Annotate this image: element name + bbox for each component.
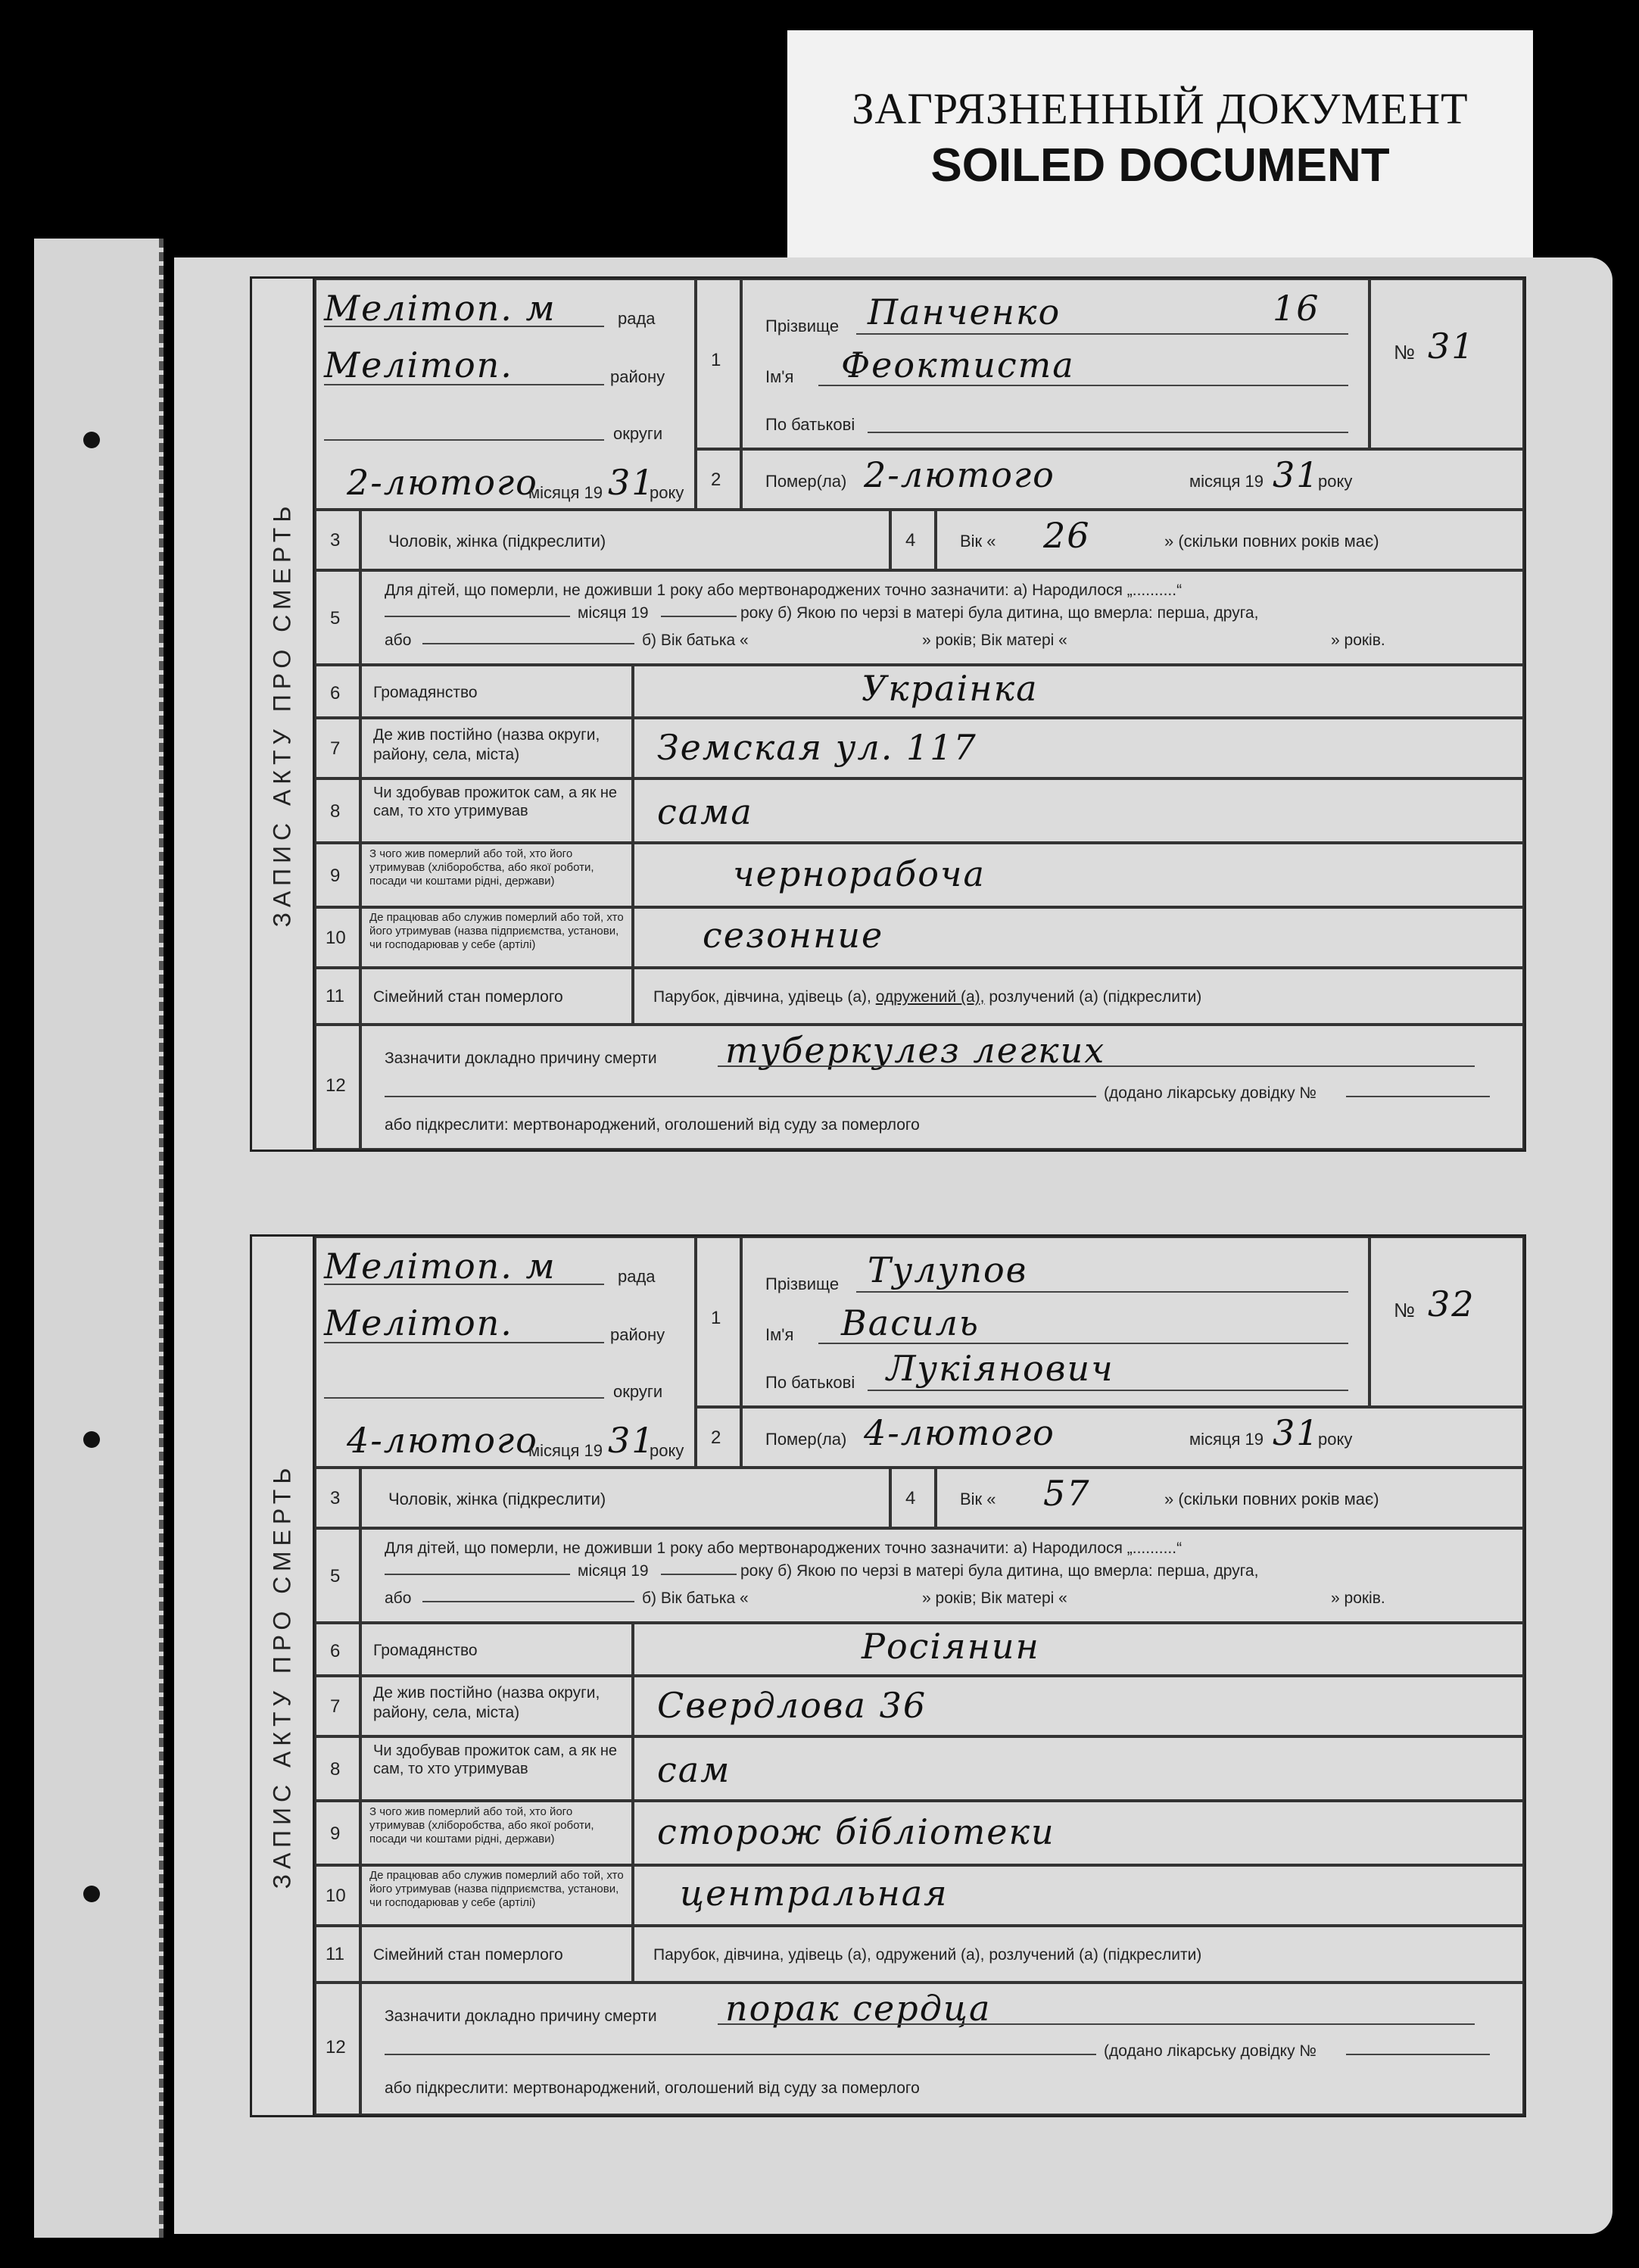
death-record-2: ЗАПИС АКТУ ПРО СМЕРТЬ Мелітоп. м рада Мелітоп. району округи 4-лютого місяця 19 31 року 1 2 Прізвище Тулупов Ім'я Василь По батькові Лукіянович № 32 Помер(ла) 4-лютого місяця 19 31 року 3 Чоловік, жінка (підкреслити) 4 Вік « 57 » (скільки повних років має) 5 Для дітей, що померли, не доживши 1 року або мертвонароджених точно зазначити: а) Народилося „..........“ місяця 19 року б) Якою по черзі в матері була дитина, що вмерла: перша, друга, або б) Вік батька « » років; Вік матері « » років. 6 Громадянство Росіянин 7 Де жив постійно (назва округи, району, села, міста) Свердлова 36 8 Чи здобував прожиток сам, а як не сам, то хто утримував сам 9 З чого жив померлий або той, хто його утримував (хліборобства, або якої роботи, посади чи коштами рідні, держави) сторож бібліотеки 10 Де працював або служив померлий або той, хто його утримував (назва підприємства, установи, чи господарював у себе (артілі) центральная 11 Сімейний стан померлого Парубок, дівчина, удівець (а), одружений (а), розлучений (а) (підкреслити) 12 Зазначити докладно причину смерти порак сердца (додано лікарську довідку № або підкреслити: мертвонароджений, оголошений від суду за померлого [250,1234,1526,2117]
death-date-row: Помер(ла) 2-лютого місяця 19 31 року [741,449,1524,510]
citizenship-value: Украінка [633,665,1524,718]
income-source-value: сторож бібліотеки [633,1801,1524,1865]
punch-hole [83,1431,100,1448]
rada-value: Мелітоп. м [324,1246,556,1287]
livelihood-value: сам [633,1736,1524,1801]
record-number: № 32 [1369,1237,1524,1407]
death-date: 4-лютого [864,1412,1055,1453]
name-block: Прізвище Тулупов Ім'я Василь По батькові Лукіянович [741,1237,1369,1407]
workplace-value: центральная [633,1865,1524,1926]
registration-date: 4-лютого [347,1420,538,1461]
extra-number: 16 [1273,288,1320,329]
livelihood-value: сама [633,778,1524,843]
record-number: № 31 [1369,279,1524,449]
children-field: Для дітей, що померли, не доживши 1 року або мертвонароджених точно зазначити: а) Народилося „..........“ місяця 19 року б) Якою по черзі в матері була дитина, що вмерла: перша, друга, або б) Вік батька « » років; Вік матері « » років. [360,570,1524,665]
age-field: Вік « 26 » (скільки повних років має) [936,510,1524,570]
age-value: 57 [1043,1473,1091,1514]
label-russian: ЗАГРЯЗНЕННЫЙ ДОКУМЕНТ [852,84,1469,133]
surname-value: Панченко [868,292,1061,332]
death-date-row: Помер(ла) 4-лютого місяця 19 31 року [741,1407,1524,1468]
record-side-title: ЗАПИС АКТУ ПРО СМЕРТЬ [252,279,315,1150]
sex-field: Чоловік, жінка (підкреслити) [360,510,890,570]
rada-value: Мелітоп. м [324,288,556,329]
cause-of-death-field: Зазначити докладно причину смерти туберкулез легких (додано лікарську довідку № або підкреслити: мертвонароджений, оголошений від суду за померлого [360,1025,1524,1150]
soiled-document-label [787,30,1533,257]
residence-value: Свердлова 36 [633,1676,1524,1736]
name-block: Прізвище Панченко 16 Ім'я Феоктиста По батькові [741,279,1369,449]
register-page [174,257,1613,2234]
patronymic-value: Лукіянович [886,1348,1114,1389]
age-field: Вік « 57 » (скільки повних років має) [936,1468,1524,1528]
raion-value: Мелітоп. [324,345,513,385]
registration-date: 2-лютого [347,462,538,503]
marital-status-field: Парубок, дівчина, удівець (а), одружений (а), розлучений (а) (підкреслити) [633,968,1524,1025]
registration-block: Мелітоп. м рада Мелітоп. району округи 4-лютого місяця 19 31 року [315,1237,696,1468]
label-english: SOILED DOCUMENT [930,139,1390,192]
residence-value: Земская ул. 117 [633,718,1524,778]
raion-value: Мелітоп. [324,1302,513,1343]
workplace-value: сезонние [633,907,1524,968]
income-source-value: чернорабоча [633,843,1524,907]
name-value: Феоктиста [841,345,1075,385]
citizenship-value: Росіянин [633,1623,1524,1676]
death-record-1: ЗАПИС АКТУ ПРО СМЕРТЬ Мелітоп. м рада Мелітоп. району округи 2-лютого місяця 19 31 року 1 2 Прізвище Панченко 16 Ім'я Феоктиста По батькові № 31 Помер(ла) 2-лютого місяця 19 31 року 3 Чоловік, жінка (підкреслити) 4 Вік « 26 » (скільки повних років має) 5 Для дітей, що померли, не доживши 1 року або мертвонароджених точно зазначити: а) Народилося „..........“ місяця 19 року б) Якою по черзі в матері була дитина, що вмерла: перша, друга, або б) Вік батька « » років; Вік матері « » років. 6 Громадянство Украінка 7 Де жив постійно (назва округи, району, села, міста) Земская ул. 117 8 Чи здобував прожиток сам, а як не сам, то хто утримував сама 9 З чого жив померлий або той, хто його утримував (хліборобства, або якої роботи, посади чи коштами рідні, держави) чернорабоча 10 Де працював або служив померлий або той, хто його утримував (назва підприємства, установи, чи господарював у себе (артілі) сезонние 11 Сімейний стан померлого Парубок, дівчина, удівець (а), одружений (а), розлучений (а) (підкреслити) 12 Зазначити докладно причину смерти туберкулез легких (додано лікарську довідку № або підкреслити: мертвонароджений, оголошений від суду за померлого [250,276,1526,1152]
children-field: Для дітей, що померли, не доживши 1 року або мертвонароджених точно зазначити: а) Народилося „..........“ місяця 19 року б) Якою по черзі в матері була дитина, що вмерла: перша, друга, або б) Вік батька « » років; Вік матері « » років. [360,1528,1524,1623]
age-value: 26 [1043,515,1091,556]
binding-spine [34,239,164,2238]
cause-value: туберкулез легких [725,1030,1106,1071]
punch-hole [83,1886,100,1902]
marital-status-field: Парубок, дівчина, удівець (а), одружений (а), розлучений (а) (підкреслити) [633,1926,1524,1983]
death-date: 2-лютого [864,454,1055,495]
cause-of-death-field: Зазначити докладно причину смерти порак сердца (додано лікарську довідку № або підкреслити: мертвонароджений, оголошений від суду за померлого [360,1983,1524,2115]
sex-field: Чоловік, жінка (підкреслити) [360,1468,890,1528]
surname-value: Тулупов [868,1249,1028,1290]
cause-value: порак сердца [725,1988,992,2029]
name-value: Василь [841,1302,980,1343]
record-side-title: ЗАПИС АКТУ ПРО СМЕРТЬ [252,1237,315,2115]
registration-block: Мелітоп. м рада Мелітоп. району округи 2-лютого місяця 19 31 року [315,279,696,510]
punch-hole [83,432,100,448]
